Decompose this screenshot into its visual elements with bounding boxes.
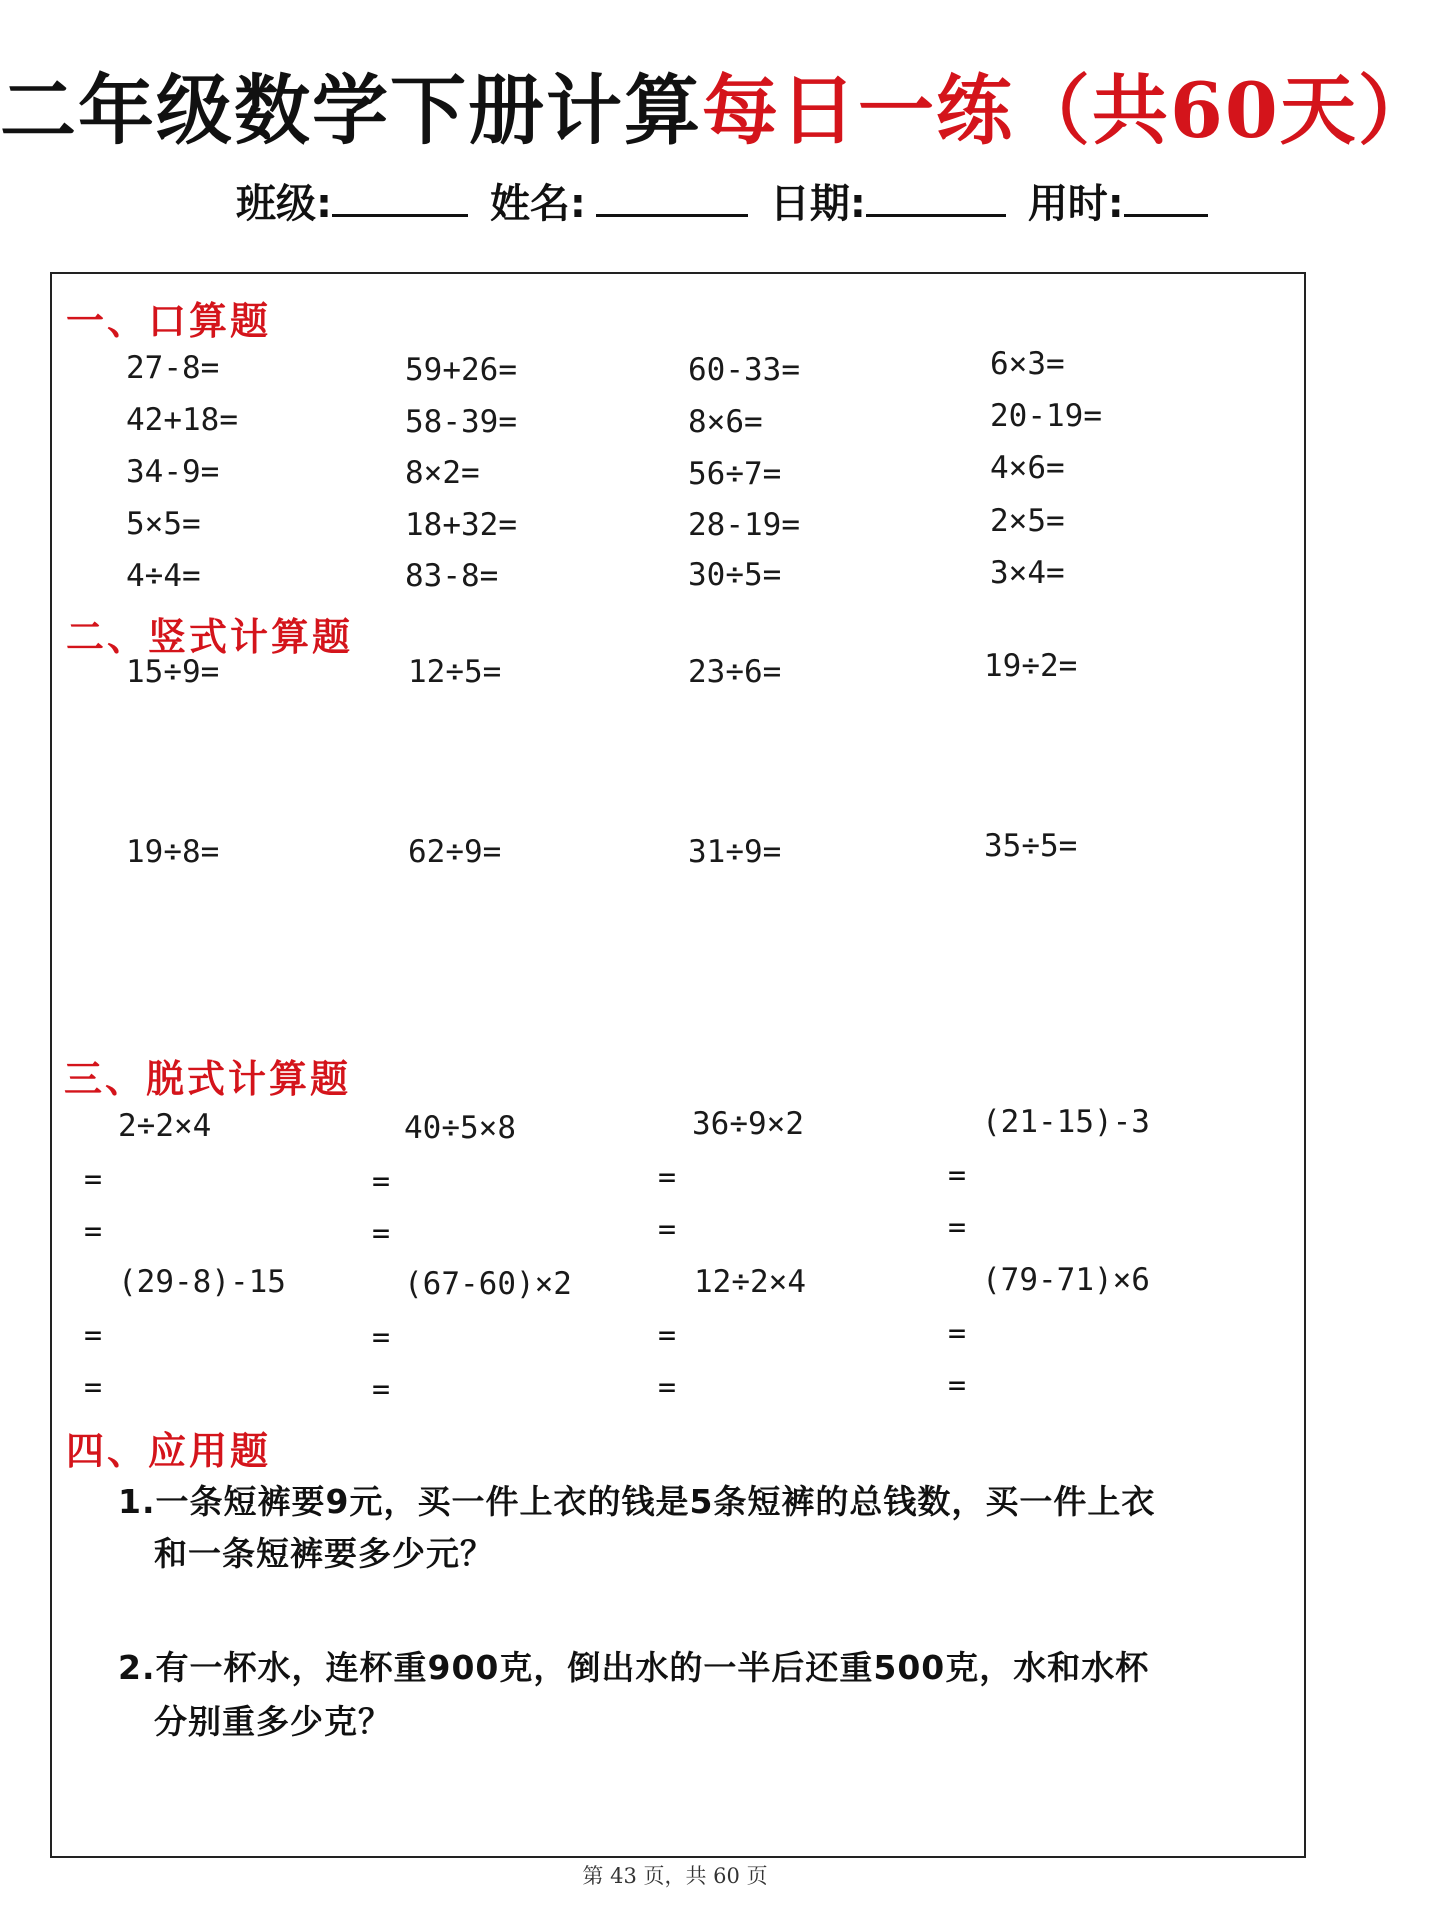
vertical-question: 19÷2= — [984, 648, 1078, 684]
vertical-question: 23÷6= — [688, 654, 782, 690]
word-problem-1-line-2: 和一条短裤要多少元？ — [154, 1534, 494, 1573]
vertical-question: 35÷5= — [984, 828, 1078, 864]
oral-question: 3×4= — [990, 555, 1065, 591]
vertical-question: 12÷5= — [408, 654, 502, 690]
word-problem-1-line-1: 1.一条短裤要9元，买一件上衣的钱是5条短裤的总钱数，买一件上衣 — [118, 1482, 1156, 1521]
equals-sign: = — [84, 1162, 103, 1197]
stepwise-question: 36÷9×2 — [692, 1106, 804, 1142]
stepwise-question: (29-8)-15 — [118, 1264, 286, 1300]
oral-question: 2×5= — [990, 503, 1065, 539]
stepwise-question: 40÷5×8 — [404, 1110, 516, 1146]
oral-question: 34-9= — [126, 454, 220, 490]
oral-question: 56÷7= — [688, 456, 782, 492]
class-blank[interactable] — [332, 176, 468, 217]
oral-question: 60-33= — [688, 352, 800, 388]
title-highlight: 每日一练（共60天） — [702, 66, 1436, 155]
equals-sign: = — [658, 1212, 677, 1247]
equals-sign: = — [948, 1368, 967, 1403]
equals-sign: = — [372, 1372, 391, 1407]
page-title — [0, 50, 1436, 159]
equals-sign: = — [84, 1214, 103, 1249]
vertical-question: 31÷9= — [688, 834, 782, 870]
equals-sign: = — [372, 1164, 391, 1199]
equals-sign: = — [84, 1318, 103, 1353]
equals-sign: = — [372, 1320, 391, 1355]
section-stepwise-heading: 三、脱式计算题 — [64, 1057, 352, 1101]
date-blank[interactable] — [866, 176, 1006, 217]
word-problem-2-line-1: 2.有一杯水，连杯重900克，倒出水的一半后还重500克，水和水杯 — [118, 1648, 1150, 1687]
vertical-question: 15÷9= — [126, 654, 220, 690]
vertical-question: 19÷8= — [126, 834, 220, 870]
name-label: 姓名: — [489, 181, 586, 227]
oral-question: 58-39= — [405, 404, 517, 440]
oral-question: 5×5= — [126, 506, 201, 542]
equals-sign: = — [948, 1210, 967, 1245]
equals-sign: = — [948, 1158, 967, 1193]
oral-question: 83-8= — [405, 558, 499, 594]
student-info-row — [236, 172, 1208, 229]
section-vertical-heading: 二、竖式计算题 — [66, 615, 354, 659]
oral-question: 8×2= — [405, 455, 480, 491]
equals-sign: = — [948, 1316, 967, 1351]
stepwise-question: 2÷2×4 — [118, 1108, 212, 1144]
time-label: 用时: — [1027, 181, 1124, 227]
stepwise-question: (67-60)×2 — [404, 1266, 572, 1302]
word-problem-2-line-2: 分别重多少克？ — [154, 1702, 392, 1741]
class-label: 班级: — [236, 181, 332, 227]
date-label: 日期: — [769, 181, 866, 227]
oral-question: 42+18= — [126, 402, 238, 438]
equals-sign: = — [658, 1318, 677, 1353]
section-oral-heading: 一、口算题 — [66, 299, 272, 343]
page-footer: 第 43 页，共 60 页 — [582, 1864, 768, 1888]
stepwise-question: 12÷2×4 — [694, 1264, 806, 1300]
title-main: 二年级数学下册计算 — [0, 66, 702, 155]
equals-sign: = — [658, 1160, 677, 1195]
stepwise-question: (79-71)×6 — [982, 1262, 1150, 1298]
equals-sign: = — [658, 1370, 677, 1405]
oral-question: 28-19= — [688, 507, 800, 543]
oral-question: 18+32= — [405, 507, 517, 543]
oral-question: 30÷5= — [688, 557, 782, 593]
oral-question: 4÷4= — [126, 558, 201, 594]
vertical-question: 62÷9= — [408, 834, 502, 870]
oral-question: 6×3= — [990, 346, 1065, 382]
stepwise-question: (21-15)-3 — [982, 1104, 1150, 1140]
oral-question: 4×6= — [990, 450, 1065, 486]
equals-sign: = — [372, 1216, 391, 1251]
oral-question: 8×6= — [688, 404, 763, 440]
section-word-heading: 四、应用题 — [66, 1429, 272, 1473]
oral-question: 20-19= — [990, 398, 1102, 434]
time-blank[interactable] — [1124, 176, 1208, 217]
oral-question: 27-8= — [126, 350, 220, 386]
oral-question: 59+26= — [405, 352, 517, 388]
equals-sign: = — [84, 1370, 103, 1405]
name-blank[interactable] — [596, 176, 748, 217]
